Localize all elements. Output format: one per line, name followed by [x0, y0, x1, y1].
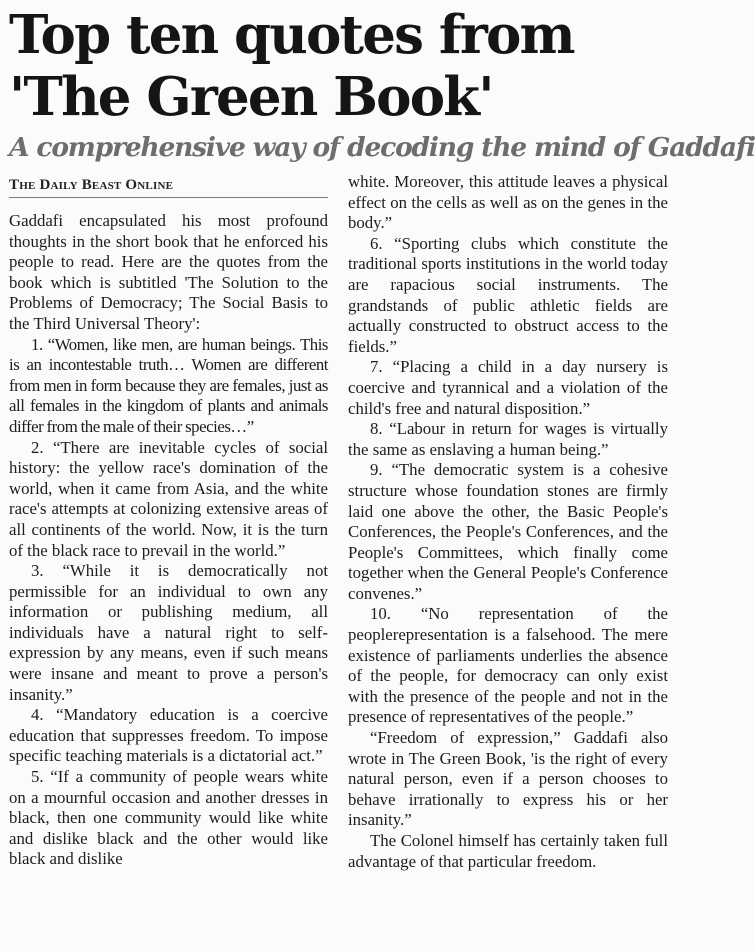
closing-paragraph-2: The Colonel himself has certainly taken full advantage of that particular freedom. — [348, 831, 668, 871]
quote-2: 2. “There are inevitable cycles of social history: the yellow race's domination of the world, when it came from Asia, and the white race's attempts at colonizing extensive areas of all continents of the world. Now, it is the turn of the black race to prevail in the world.” — [9, 437, 328, 560]
column-right-text — [348, 172, 668, 872]
article-body — [9, 172, 668, 951]
intro-paragraph: Gaddafi encapsulated his most profound thoughts in the short book that he enforced his people to read. Here are the quotes from the book which is subtitled 'The Solution to the Problems of Democracy; The Social Basis to the Third Universal Theory': — [9, 211, 328, 333]
quote-7: 7. “Placing a child in a day nursery is coercive and tyrannical and a violation of the child's free and natural disposition.” — [348, 357, 668, 418]
quote-5: 5. “If a community of people wears white on a mournful occasion and another dresses in black, then one community would like white and dislike black and the other would like black and dislike — [9, 767, 328, 869]
column-right — [348, 172, 668, 951]
byline: The Daily Beast Online — [9, 174, 328, 198]
quote-6: 6. “Sporting clubs which constitute the traditional sports institutions in the world today are rapacious social instruments. The grandstands of public athletic fields are actually constructed to obstruct access to the fields.” — [348, 233, 668, 356]
quote-4: 4. “Mandatory education is a coercive education that suppresses freedom. To impose specific teaching materials is a dictatorial act.” — [9, 705, 328, 766]
column-left-text — [9, 211, 328, 870]
quote-9: 9. “The democratic system is a cohesive structure whose foundation stones are firmly laid one above the other, the Basic People's Conferences, the People's Conferences, and the People's Committees, which finally come together when the General People's Conference convenes.” — [348, 460, 668, 603]
quote-3: 3. “While it is democratically not permissible for an individual to own any information or publishing medium, all individuals have a natural right to self-expression by any means, even if such means were insane and meant to prove a person's insanity.” — [9, 561, 328, 704]
headline: Top ten quotes from 'The Green Book' — [9, 4, 574, 128]
subheadline: A comprehensive way of decoding the mind of Gaddafi — [9, 132, 755, 163]
quote-1: 1. “Women, like men, are human beings. This is an incontestable truth… Women are different from men in form because they are females, just as all females in the kingdom of plants and animals differ from the male of their species…” — [9, 334, 328, 436]
quote-10: 10. “No representation of the peoplerepresentation is a falsehood. The mere existence of parliaments underlies the absence of the people, for democracy can only exist with the presence of the people and not in the presence of representatives of the people.” — [348, 604, 668, 727]
column-left — [9, 172, 328, 951]
closing-paragraph-1: “Freedom of expression,” Gaddafi also wrote in The Green Book, 'is the right of every natural person, even if a person chooses to behave irrationally to express his or her insanity.” — [348, 728, 668, 830]
quote-5-continued: white. Moreover, this attitude leaves a physical effect on the cells as well as on the genes in the body.” — [348, 172, 668, 233]
quote-8: 8. “Labour in return for wages is virtually the same as enslaving a human being.” — [348, 419, 668, 459]
